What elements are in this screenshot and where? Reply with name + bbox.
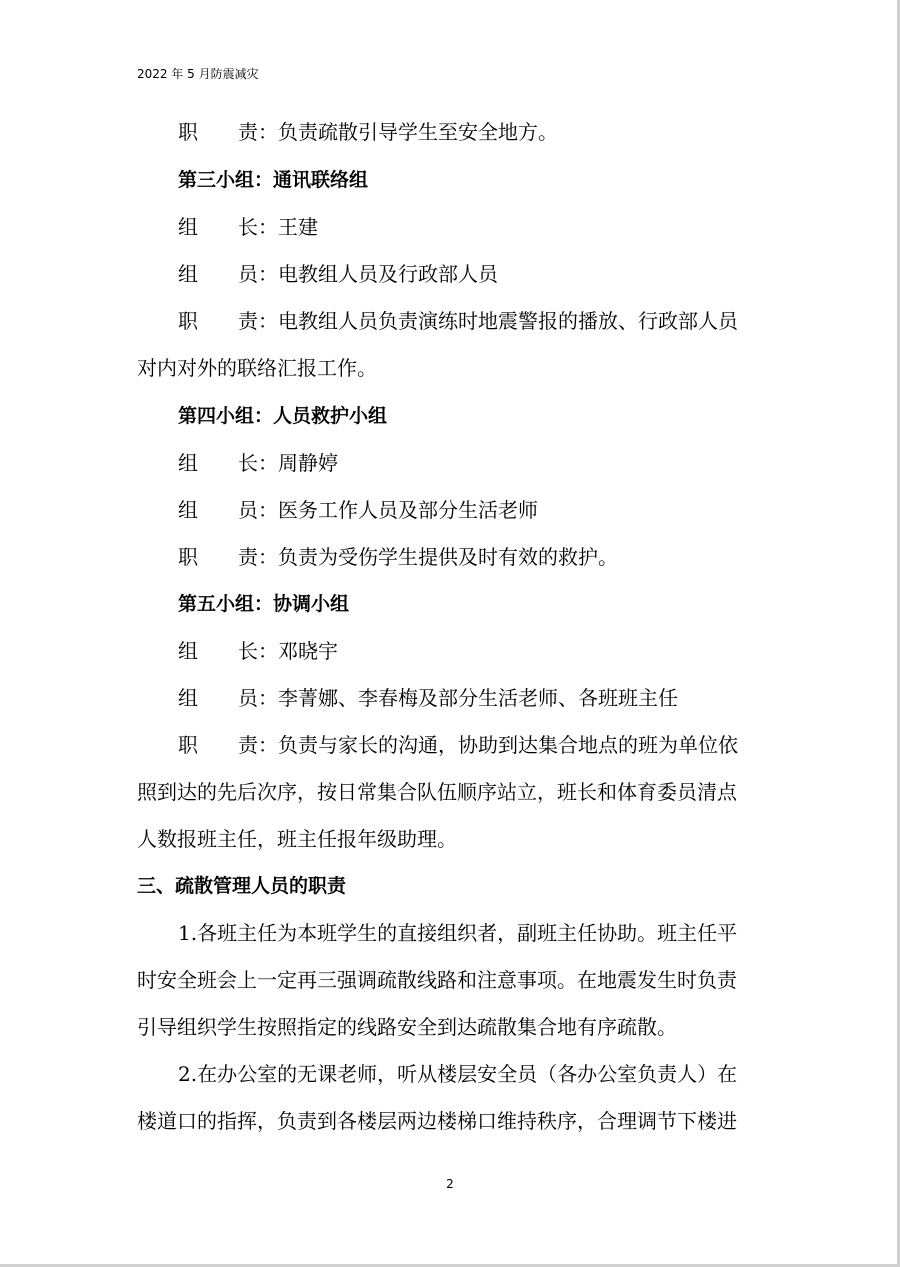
duty-continuation: 照到达的先后次序，按日常集合队伍顺序站立，班长和体育委员清点 — [137, 780, 737, 804]
member-line-group3 — [178, 260, 818, 288]
duty-line-group4 — [178, 543, 818, 571]
label-char: 员： — [238, 262, 278, 286]
member-text: 李菁娜、李春梅及部分生活老师、各班班主任 — [278, 686, 678, 710]
group5-heading: 第五小组：协调小组 — [178, 593, 350, 615]
duty-text: 负责疏散引导学生至安全地方。 — [278, 120, 558, 144]
label-char: 员： — [238, 686, 278, 710]
leader-name: 邓晓宇 — [278, 639, 338, 663]
label-char: 责： — [238, 733, 278, 757]
group3-heading: 第三小组：通讯联络组 — [178, 169, 369, 191]
member-text: 医务工作人员及部分生活老师 — [278, 498, 538, 522]
member-line-group5 — [178, 684, 818, 712]
leader-name: 周静婷 — [278, 451, 338, 475]
paragraph-line: 引导组织学生按照指定的线路安全到达疏散集合地有序疏散。 — [137, 1015, 677, 1039]
label-char: 组 — [178, 262, 198, 286]
paragraph-line: 1.各班主任为本班学生的直接组织者，副班主任协助。班主任平 — [178, 921, 738, 945]
label-char: 职 — [178, 120, 198, 144]
duty-text: 负责为受伤学生提供及时有效的救护。 — [278, 545, 618, 569]
label-char: 职 — [178, 545, 198, 569]
paragraph-line: 2.在办公室的无课老师，听从楼层安全员（各办公室负责人）在 — [178, 1062, 738, 1086]
duty-continuation: 对内对外的联络汇报工作。 — [137, 356, 377, 380]
label-char: 员： — [238, 498, 278, 522]
label-char: 长： — [238, 451, 278, 475]
duty-text: 负责与家长的沟通，协助到达集合地点的班为单位依 — [278, 733, 738, 757]
page-header: 2022 年 5 月防震减灾 — [137, 67, 259, 81]
label-char: 责： — [238, 120, 278, 144]
label-char: 长： — [238, 215, 278, 239]
label-char: 责： — [238, 545, 278, 569]
label-char: 职 — [178, 309, 198, 333]
label-char: 组 — [178, 451, 198, 475]
member-line-group4 — [178, 496, 818, 524]
paragraph-line: 楼道口的指挥，负责到各楼层两边楼梯口维持秩序，合理调节下楼进 — [137, 1109, 737, 1133]
leader-line-group3 — [178, 213, 818, 241]
label-char: 组 — [178, 686, 198, 710]
label-char: 组 — [178, 498, 198, 522]
label-char: 组 — [178, 215, 198, 239]
group4-heading: 第四小组：人员救护小组 — [178, 405, 388, 427]
leader-name: 王建 — [278, 215, 318, 239]
duty-text: 电教组人员负责演练时地震警报的播放、行政部人员 — [278, 309, 738, 333]
section-heading: 三、疏散管理人员的职责 — [137, 875, 347, 897]
leader-line-group5 — [178, 637, 818, 665]
duty-line-group5 — [178, 731, 818, 759]
leader-line-group4 — [178, 449, 818, 477]
duty-continuation: 人数报班主任，班主任报年级助理。 — [137, 827, 457, 851]
label-char: 责： — [238, 309, 278, 333]
page-number: 2 — [446, 1177, 454, 1191]
duty-line-group2 — [178, 118, 818, 146]
duty-line-group3 — [178, 307, 818, 335]
paragraph-line: 时安全班会上一定再三强调疏散线路和注意事项。在地震发生时负责 — [137, 968, 737, 992]
label-char: 长： — [238, 639, 278, 663]
label-char: 组 — [178, 639, 198, 663]
member-text: 电教组人员及行政部人员 — [278, 262, 498, 286]
label-char: 职 — [178, 733, 198, 757]
